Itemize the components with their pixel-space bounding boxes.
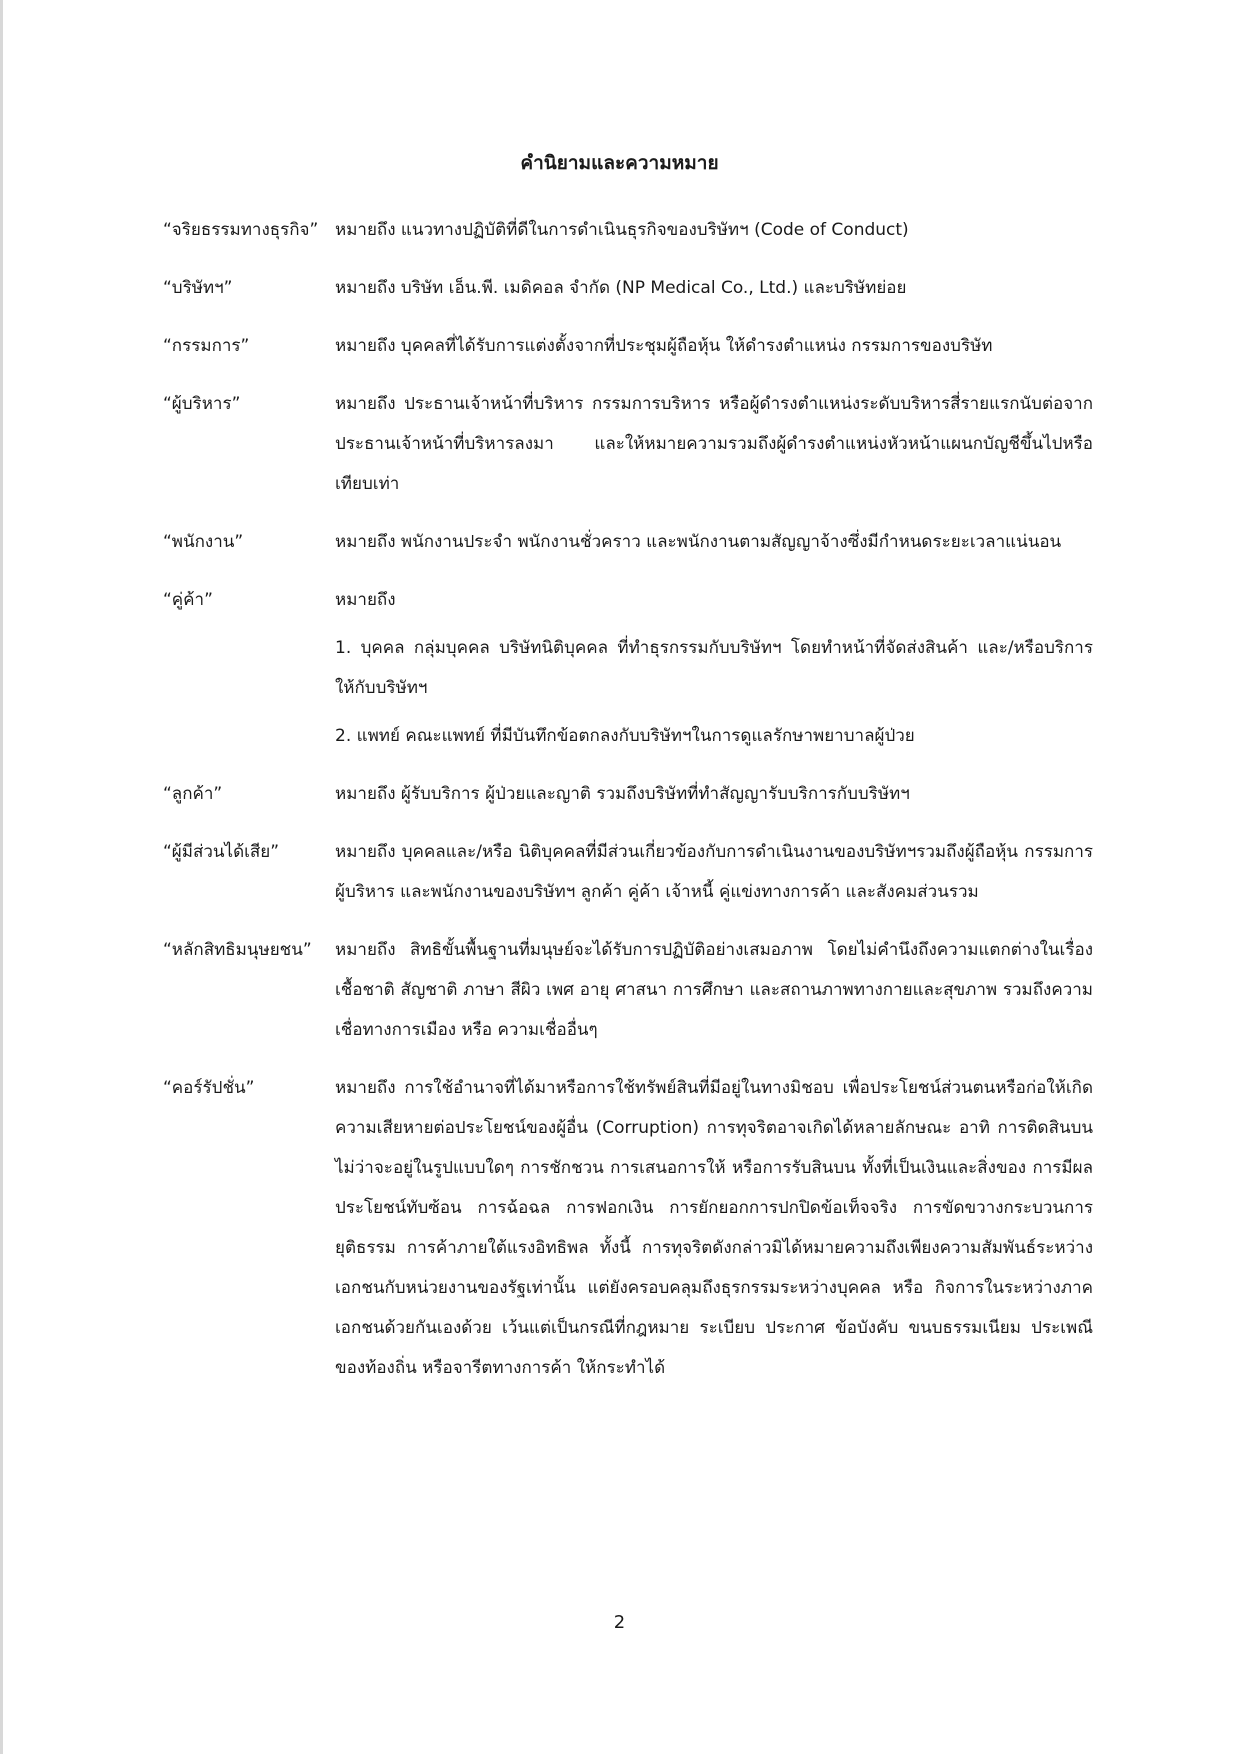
definition-term: “หลักสิทธิมนุษยชน” bbox=[163, 940, 312, 960]
definition-text: หมายถึง บุคคลที่ได้รับการแต่งตั้งจากที่ประชุมผู้ถือหุ้น ให้ดำรงตำแหน่ง กรรมการของบริษัท bbox=[335, 336, 993, 356]
definitions-list bbox=[163, 210, 1093, 1406]
definition-customer bbox=[163, 774, 1093, 814]
definition-text: หมายถึง สิทธิขั้นพื้นฐานที่มนุษย์จะได้รับการปฏิบัติอย่างเสมอภาพ โดยไม่คำนึงถึงความแตกต่างในเรื่องเชื้อชาติ สัญชาติ ภาษา สีผิว เพศ อายุ ศาสนา การศึกษา และสถานภาพทางกายและสุขภาพ รวมถึงความเชื่อทางการเมือง หรือ ความเชื่ออื่นๆ bbox=[335, 940, 1093, 1040]
definition-text: หมายถึง bbox=[335, 590, 396, 610]
definition-text: หมายถึง การใช้อำนาจที่ได้มาหรือการใช้ทรัพย์สินที่มีอยู่ในทางมิชอบ เพื่อประโยชน์ส่วนตนหรือก่อให้เกิดความเสียหายต่อประโยชน์ของผู้อื่น (Corruption) การทุจริตอาจเกิดได้หลายลักษณะ อาทิ การติดสินบนไม่ว่าจะอยู่ในรูปแบบใดๆ การชักชวน การเสนอการให้ หรือการรับสินบน ทั้งที่เป็นเงินและสิ่งของ การมีผลประโยชน์ทับซ้อน การฉ้อฉล การฟอกเงิน การยักยอกการปกปิดข้อเท็จจริง การขัดขวางกระบวนการยุติธรรม การค้าภายใต้แรงอิทธิพล ทั้งนี้ การทุจริตดังกล่าวมิได้หมายความถึงเพียงความสัมพันธ์ระหว่างเอกชนกับหน่วยงานของรัฐเท่านั้น แต่ยังครอบคลุมถึงธุรกรรมระหว่างบุคคล หรือ กิจการในระหว่างภาคเอกชนด้วยกันเองด้วย เว้นแต่เป็นกรณีที่กฎหมาย ระเบียบ ประกาศ ข้อบังคับ ขนบธรรมเนียม ประเพณีของท้องถิ่น หรือจารีตทางการค้า ให้กระทำได้ bbox=[335, 1078, 1093, 1378]
definition-text: หมายถึง พนักงานประจำ พนักงานชั่วคราว และพนักงานตามสัญญาจ้างซึ่งมีกำหนดระยะเวลาแน่นอน bbox=[335, 532, 1062, 552]
definition-text: หมายถึง บุคคลและ/หรือ นิติบุคคลที่มีส่วนเกี่ยวข้องกับการดำเนินงานของบริษัทฯรวมถึงผู้ถือหุ้น กรรมการ ผู้บริหาร และพนักงานของบริษัทฯ ลูกค้า คู่ค้า เจ้าหนี้ คู่แข่งทางการค้า และสังคมส่วนรวม bbox=[335, 842, 1093, 902]
definition-employee bbox=[163, 522, 1093, 562]
definition-term: “บริษัทฯ” bbox=[163, 278, 233, 298]
definition-director bbox=[163, 326, 1093, 366]
definition-company bbox=[163, 268, 1093, 308]
definition-corruption bbox=[163, 1068, 1093, 1388]
definition-subitem: 2. แพทย์ คณะแพทย์ ที่มีบันทึกข้อตกลงกับบริษัทฯในการดูแลรักษาพยาบาลผู้ป่วย bbox=[335, 726, 915, 746]
definition-body bbox=[335, 580, 1093, 756]
definition-term: “ผู้มีส่วนได้เสีย” bbox=[163, 842, 280, 862]
definition-subitem: 1. บุคคล กลุ่มบุคคล บริษัทนิติบุคคล ที่ทำธุรกรรมกับบริษัทฯ โดยทำหน้าที่จัดส่งสินค้า และ/หรือบริการ ให้กับบริษัทฯ bbox=[335, 638, 1093, 698]
definition-term: “ผู้บริหาร” bbox=[163, 394, 241, 414]
definition-code-of-conduct bbox=[163, 210, 1093, 250]
definition-term: “ลูกค้า” bbox=[163, 784, 223, 804]
definition-human-rights bbox=[163, 930, 1093, 1050]
definition-text: หมายถึง ประธานเจ้าหน้าที่บริหาร กรรมการบริหาร หรือผู้ดำรงตำแหน่งระดับบริหารสี่รายแรกนับต่อจากประธานเจ้าหน้าที่บริหารลงมา และให้หมายความรวมถึงผู้ดำรงตำแหน่งหัวหน้าแผนกบัญชีขึ้นไปหรือเทียบเท่า bbox=[335, 394, 1093, 494]
definition-term: “กรรมการ” bbox=[163, 336, 250, 356]
page-number: 2 bbox=[613, 1612, 626, 1633]
definition-term: “พนักงาน” bbox=[163, 532, 244, 552]
definition-term: “คอร์รัปชั่น” bbox=[163, 1078, 255, 1098]
definition-text: หมายถึง แนวทางปฏิบัติที่ดีในการดำเนินธุรกิจของบริษัทฯ (Code of Conduct) bbox=[335, 220, 909, 240]
definition-term: “จริยธรรมทางธุรกิจ” bbox=[163, 220, 319, 240]
definition-business-partner bbox=[163, 580, 1093, 756]
definition-stakeholder bbox=[163, 832, 1093, 912]
definition-term: “คู่ค้า” bbox=[163, 590, 213, 610]
definition-executive bbox=[163, 384, 1093, 504]
definition-text: หมายถึง ผู้รับบริการ ผู้ป่วยและญาติ รวมถึงบริษัทที่ทำสัญญารับบริการกับบริษัทฯ bbox=[335, 784, 910, 804]
definition-text: หมายถึง บริษัท เอ็น.พี. เมดิคอล จำกัด (NP Medical Co., Ltd.) และบริษัทย่อย bbox=[335, 278, 907, 298]
scan-edge bbox=[0, 0, 3, 1754]
page-title: คำนิยามและความหมาย bbox=[520, 152, 719, 174]
